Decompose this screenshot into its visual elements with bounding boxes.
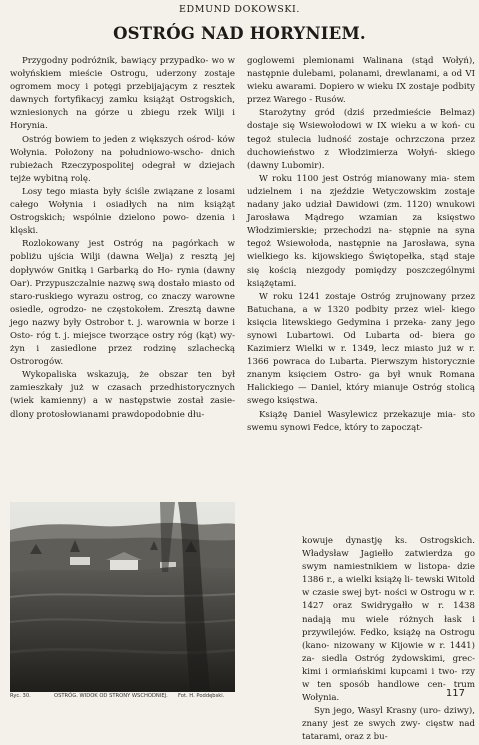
paragraph: Losy tego miasta były ściśle związane z losami całego Wołynia i osiadłych na nim książąt Ostrogskich; wspólnie dzielono powo- dzenia i klęski. [10, 186, 235, 237]
paragraph: Syn jego, Wasyl Krasny (uro- dziwy), znany jest ze swych zwy- cięstw nad tatarami, oraz z bu- [302, 706, 475, 743]
right-text-column [247, 55, 475, 435]
paragraph: goglowemi plemionami Walinana (stąd Wołyń), następnie dulebami, polanami, drewlanami, a od VI wieku awarami. Dopiero w wieku IX zostaje podbity przez Warego - Rusów. [247, 56, 475, 106]
paragraph: Starożytny gród (dziś przedmieście Belmaz) dostaje się Wsiewołodowi w IX wieku a w koń- cu tegoż stulecia ludność zostaje ochrzczona przez duchowieństwo z Włodzimierza Wołyń- skiego (dawny Lubomir). [247, 108, 475, 171]
figure-label: Ryc. 30. [10, 693, 31, 699]
article-title: OSTRÓG NAD HORYNIEM. [113, 24, 366, 43]
paragraph: Rozlokowany jest Ostróg na pagórkach w pobliżu ujścia Wilji (dawna Welja) z resztą jej dopływów Gnitką i Garbarką do Ho- rynia (dawny Oar). Przypuszczalnie nazwę swą dostało miasto od staro-ruskiego wyrazu ostrog, co znaczy warowne osiedle, ogrodzo- ne częstokołem. Zresztą dawne jego nazwy były Ostrobor t. j. warownia w borze i Osto- róg t. j. miejsce tworzące ostry róg (kąt) wy- żyn i zasiedlone przez rodzinę szlachecką Ostrorogów. [10, 239, 235, 368]
caption-text: OSTRÓG. WIDOK OD STRONY WSCHODNIEJ. [54, 693, 168, 699]
paragraph: Wykopaliska wskazują, że obszar ten był zamieszkały już w czasach przedhistorycznych (wiek kamienny) a w następstwie został zasie- dlony protosłowianami prawdopodobnie dłu- [10, 370, 235, 420]
page-number: 117 [445, 688, 465, 699]
photo-landscape-illustration [10, 502, 235, 692]
landscape-photo [10, 502, 235, 692]
left-text-column [10, 55, 235, 422]
author-name: EDMUND DOKOWSKI. [178, 4, 300, 15]
paragraph: kowuje dynastję ks. Ostrogskich. Władysław Jagiełło zatwierdza go swym namiestnikiem w listopa- dzie 1386 r., a wielki książę li- tewski Witold w czasie swej byt- ności w Ostrogu w r. 1427 oraz Swidrygałło w r. 1438 nadają mu wiele różnych łask i przywilejów. Fedko, książę na Ostrogu (kano- nizowany w Kijowie w r. 1441) za- siedla Ostróg żydowskimi, grec- kimi i ormiańskimi kupcami i two- rzy w ten sposób handlowe cen- trum Wołynia. [302, 536, 475, 704]
right-lower-text-column [302, 535, 475, 745]
paragraph: W roku 1100 jest Ostróg mianowany mia- stem udzielnem i na zjeździe Wetyczowskim zostaje nadany jako udział Dawidowi (zm. 1120) wnukowi Jarosława Mądrego wzamian za księstwo Włodzimierskie; przechodzi na- stępnie na syna tegoż Wsiewołoda, następnie na Jarosława, syna wielkiego ks. kijowskiego Świętopełka, stąd staje się kością niezgody pomiędzy poszczególnymi książętami. [247, 173, 475, 289]
paragraph: W roku 1241 zostaje Ostróg zrujnowany przez Batuchana, a w 1320 podbity przez wiel- kiego księcia litewskiego Gedymina i przeka- zany jego synowi Lubartowi. Od Lubarta od- biera go Kazimierz Wielki w r. 1349, lecz miasto już w r. 1366 powraca do Lubarta. Pierwszym historycznie znanym księciem Ostro- ga był wnuk Romana Halickiego — Daniel, który mianuje Ostróg stolicą swego księstwa. [247, 291, 475, 407]
paragraph: Ostróg bowiem to jeden z większych ośrod- ków Wołynia. Położony na południowo-wscho- dnich rubieżach Rzeczypospolitej odegrał w dziejach tejże wybitną rolę. [10, 134, 235, 184]
paragraph: Przygodny podróżnik, bawiący przypadko- wo w wołyńskiem mieście Ostrogu, uderzony zostaje ogromem mocy i potęgi przebijającym z resztek dawnych fortyfikacyj zamku książąt Ostrogskich, wzniesionych na górze u zbiegu rzek Wilji i Horynia. [10, 56, 235, 132]
paragraph: Książę Daniel Wasylewicz przekazuje mia- sto swemu synowi Fedce, który to zapocząt- [247, 409, 475, 433]
photo-credit: Fot. H. Poddębski. [178, 693, 225, 699]
